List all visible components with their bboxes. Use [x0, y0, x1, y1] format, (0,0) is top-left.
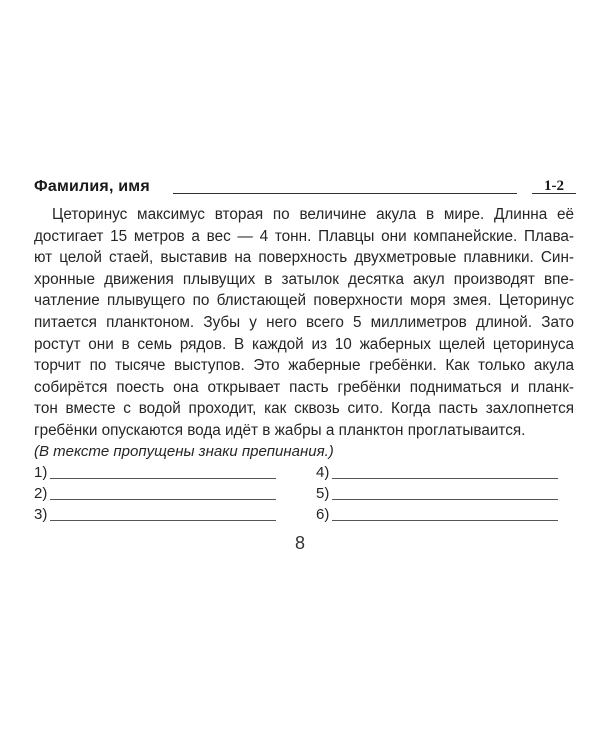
instruction-note: (В тексте пропущены знаки препинания.): [34, 442, 334, 460]
answer-number: 3): [34, 505, 48, 523]
answer-number: 6): [316, 505, 330, 523]
header-row: [34, 176, 574, 200]
answer-line: [50, 478, 276, 479]
text-line: Цеторинус максимус вторая по величине акула в мире. Длинна её: [52, 206, 574, 223]
text-line: ростут они в семь рядов. В каждой из 10 жаберных щелей цеторинуса: [34, 335, 574, 353]
answer-number: 5): [316, 484, 330, 502]
page-number: 8: [294, 533, 305, 553]
answer-line: [332, 478, 558, 479]
answer-line: [50, 520, 276, 521]
answer-line: [332, 499, 558, 500]
text-line: торчит по тысяче выступов. Это жаберные гребёнки. Как только акула: [34, 357, 574, 375]
text-line: тон вместе с водой проходит, как сквозь сито. Когда пасть захлопнется: [34, 400, 574, 418]
answer-lines: [34, 463, 574, 527]
text-line: ют целой стаей, выставив на поверхность двухметровые плавники. Син-: [34, 249, 574, 267]
text-line: питается планктоном. Зубы у него всего 5 миллиметров длиной. Зато: [34, 313, 574, 331]
answer-line: [332, 520, 558, 521]
answer-number: 4): [316, 463, 330, 481]
text-line: гребёнки опускаются вода идёт в жабры а планктон проглатываится.: [34, 421, 526, 439]
answer-number: 1): [34, 463, 48, 481]
answer-line: [50, 499, 276, 500]
name-line: [173, 193, 517, 194]
text-line: чатление плывущего по блистающей поверхности моря змея. Цеторинус: [34, 292, 574, 310]
task-number: 1-2: [544, 178, 564, 194]
name-label: Фамилия, имя: [34, 178, 150, 195]
worksheet: [34, 176, 574, 527]
text-line: хронные движения плывущих в затылок десятка акул производят впе-: [34, 270, 574, 288]
exercise-text: [34, 204, 574, 442]
task-number-underline: [532, 193, 576, 194]
answer-number: 2): [34, 484, 48, 502]
text-line: собирётся поесть она открывает пасть гребёнки подниматься и планк-: [34, 378, 574, 396]
text-line: достигает 15 метров а вес — 4 тонн. Плавцы они компанейские. Плава-: [34, 227, 574, 245]
